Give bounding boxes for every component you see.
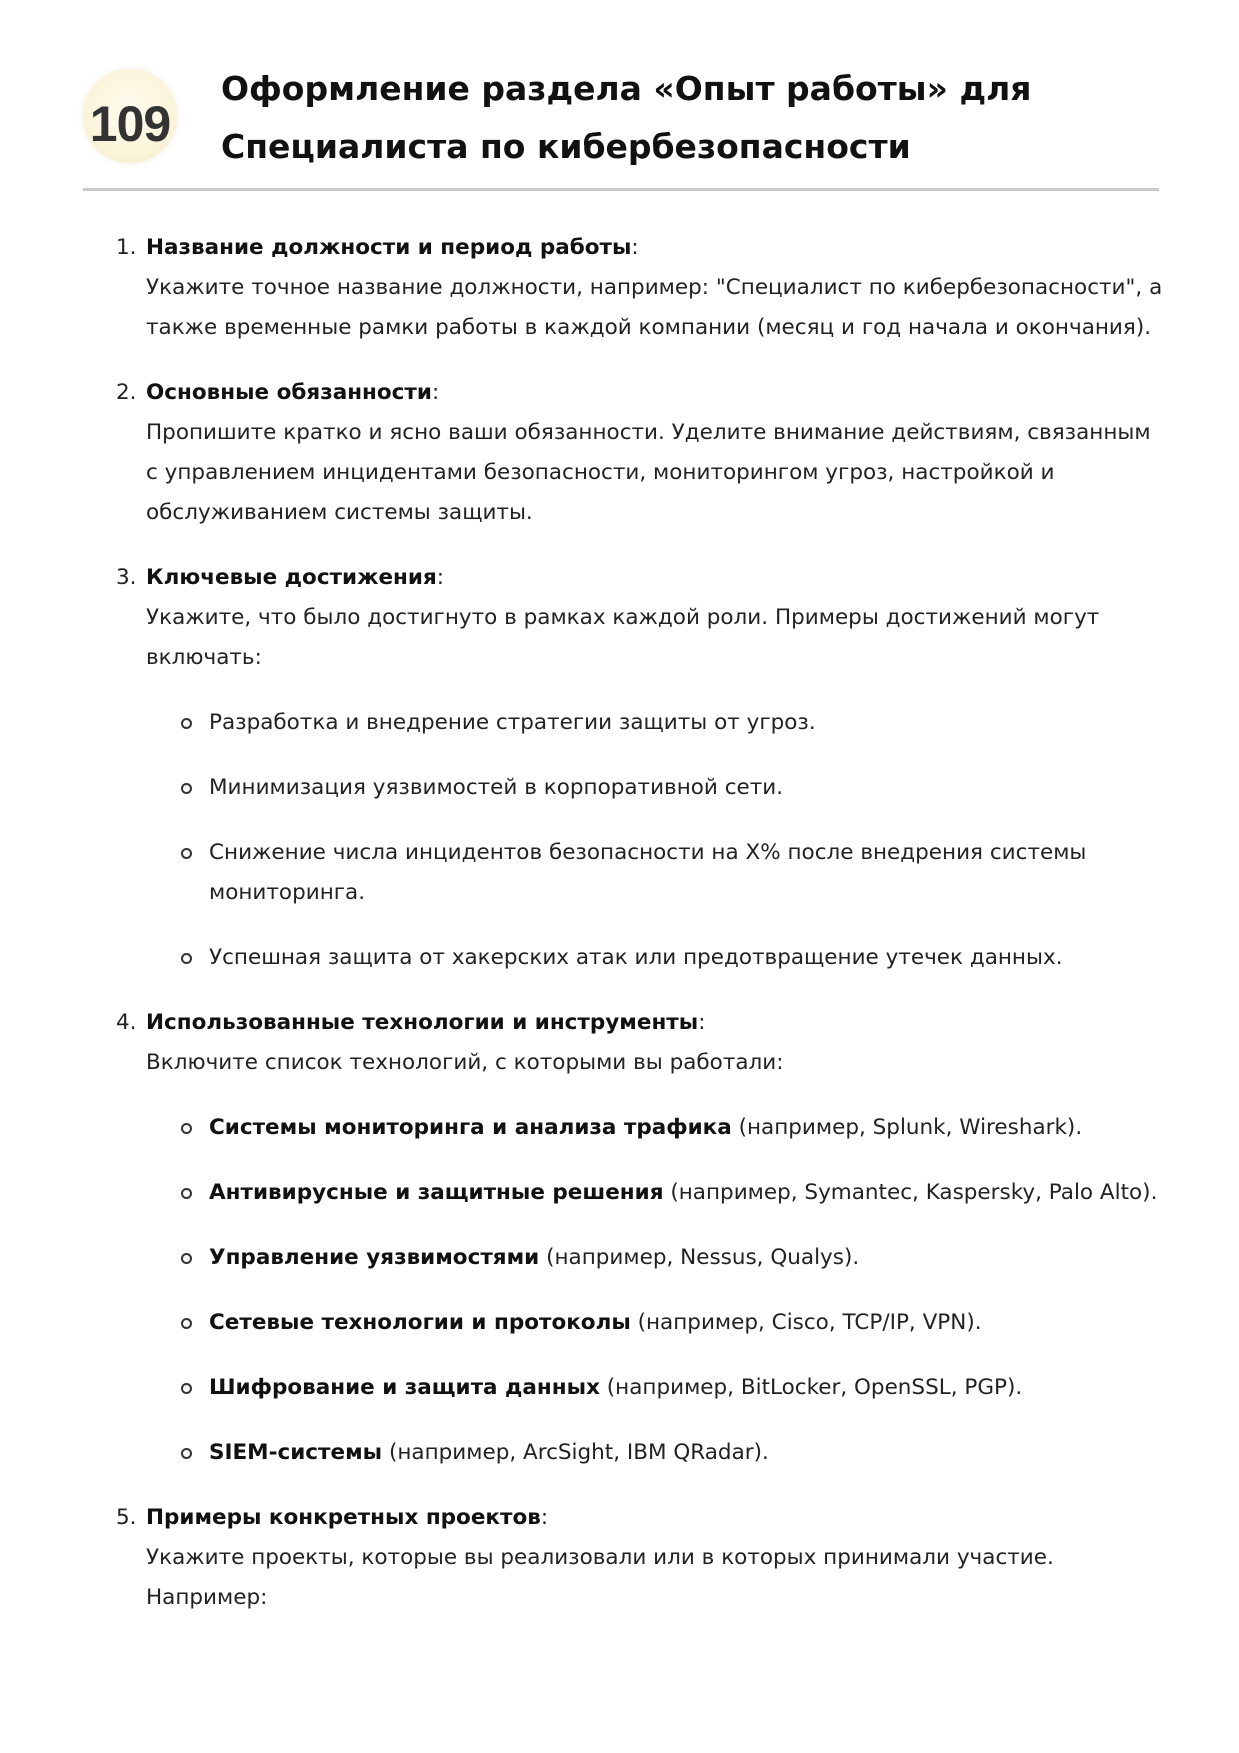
item-heading-line [146,228,1166,268]
item-description: Укажите проекты, которые вы реализовали или в которых принимали участие. Например: [146,1545,1054,1610]
item-number: 2. [116,380,137,405]
bullet-text: Снижение числа инцидентов безопасности на X% после внедрения системы мониторинга. [209,840,1087,905]
list-item-achievements [116,558,1166,978]
hollow-circle-bullet-icon [181,953,192,964]
list-item-technologies [116,1003,1166,1473]
hollow-circle-bullet-icon [181,718,192,729]
bullet-item [146,1173,1166,1213]
bullet-item [146,703,1166,743]
bullet-item [146,938,1166,978]
bullet-item [146,1238,1166,1278]
bullet-item [146,1368,1166,1408]
section-number-badge [83,69,177,163]
item-description: Укажите точное название должности, например: "Специалист по кибербезопасности", а также временные рамки работы в каждой компании (месяц и год начала и окончания). [146,275,1163,340]
hollow-circle-bullet-icon [181,848,192,859]
hollow-circle-bullet-icon [181,1448,192,1459]
item-heading: Основные обязанности [146,380,432,405]
item-heading: Использованные технологии и инструменты [146,1010,699,1035]
bullet-text: Успешная защита от хакерских атак или предотвращение утечек данных. [209,945,1063,970]
section-title [221,60,1151,176]
bullet-item [146,1303,1166,1343]
bullet-strong-text: Шифрование и защита данных [209,1375,600,1400]
section-title-line-2: Специалиста по кибербезопасности [221,127,911,166]
item-colon: : [631,235,639,260]
hollow-circle-bullet-icon [181,1318,192,1329]
numbered-list [116,228,1166,1618]
document-content [116,228,1166,1643]
section-header [83,58,1159,191]
item-heading-line [146,1003,1166,1043]
bullet-text: (например, Splunk, Wireshark). [731,1115,1083,1140]
item-number: 4. [116,1010,137,1035]
hollow-circle-bullet-icon [181,783,192,794]
bullet-strong-text: Антивирусные и защитные решения [209,1180,664,1205]
bullet-strong-text: Системы мониторинга и анализа трафика [209,1115,732,1140]
bullet-text: (например, Symantec, Kaspersky, Palo Alto). [663,1180,1158,1205]
item-heading: Ключевые достижения [146,565,437,590]
bullet-strong-text: SIEM-системы [209,1440,383,1465]
bullet-item [146,1108,1166,1148]
item-colon: : [540,1505,549,1530]
item-colon: : [431,380,440,405]
section-number: 109 [89,96,171,152]
hollow-circle-bullet-icon [181,1383,192,1394]
item-description: Включите список технологий, с которыми вы работали: [146,1050,784,1075]
item-number: 1. [116,235,137,260]
bullet-item [146,768,1166,808]
bullet-text: Минимизация уязвимостей в корпоративной сети. [209,775,784,800]
list-item-duties [116,373,1166,533]
item-heading-line [146,373,1166,413]
item-heading: Примеры конкретных проектов [146,1505,541,1530]
item-colon: : [436,565,445,590]
list-item-projects [116,1498,1166,1618]
item-number: 3. [116,565,137,590]
list-item-job-title [116,228,1166,348]
section-title-line-1: Оформление раздела «Опыт работы» для [221,69,1032,108]
item-number: 5. [116,1505,137,1530]
hollow-circle-bullet-icon [181,1123,192,1134]
achievements-bullet-list [146,703,1166,978]
bullet-item [146,833,1166,913]
hollow-circle-bullet-icon [181,1188,192,1199]
item-description: Укажите, что было достигнуто в рамках каждой роли. Примеры достижений могут включать: [146,605,1100,670]
item-colon: : [698,1010,706,1035]
bullet-strong-text: Сетевые технологии и протоколы [209,1310,631,1335]
bullet-strong-text: Управление уязвимостями [209,1245,540,1270]
item-heading-line [146,558,1166,598]
bullet-item [146,1433,1166,1473]
technologies-bullet-list [146,1108,1166,1473]
bullet-text: (например, Cisco, TCP/IP, VPN). [630,1310,982,1335]
item-heading-line [146,1498,1166,1538]
item-description: Пропишите кратко и ясно ваши обязанности. Уделите внимание действиям, связанным с управлением инцидентами безопасности, мониторингом угроз, настройкой и обслуживанием системы защиты. [146,420,1151,525]
bullet-text: (например, Nessus, Qualys). [539,1245,860,1270]
bullet-text: Разработка и внедрение стратегии защиты от угроз. [209,710,816,735]
item-heading: Название должности и период работы [146,235,632,260]
hollow-circle-bullet-icon [181,1253,192,1264]
bullet-text: (например, ArcSight, IBM QRadar). [382,1440,769,1465]
bullet-text: (например, BitLocker, OpenSSL, PGP). [599,1375,1023,1400]
